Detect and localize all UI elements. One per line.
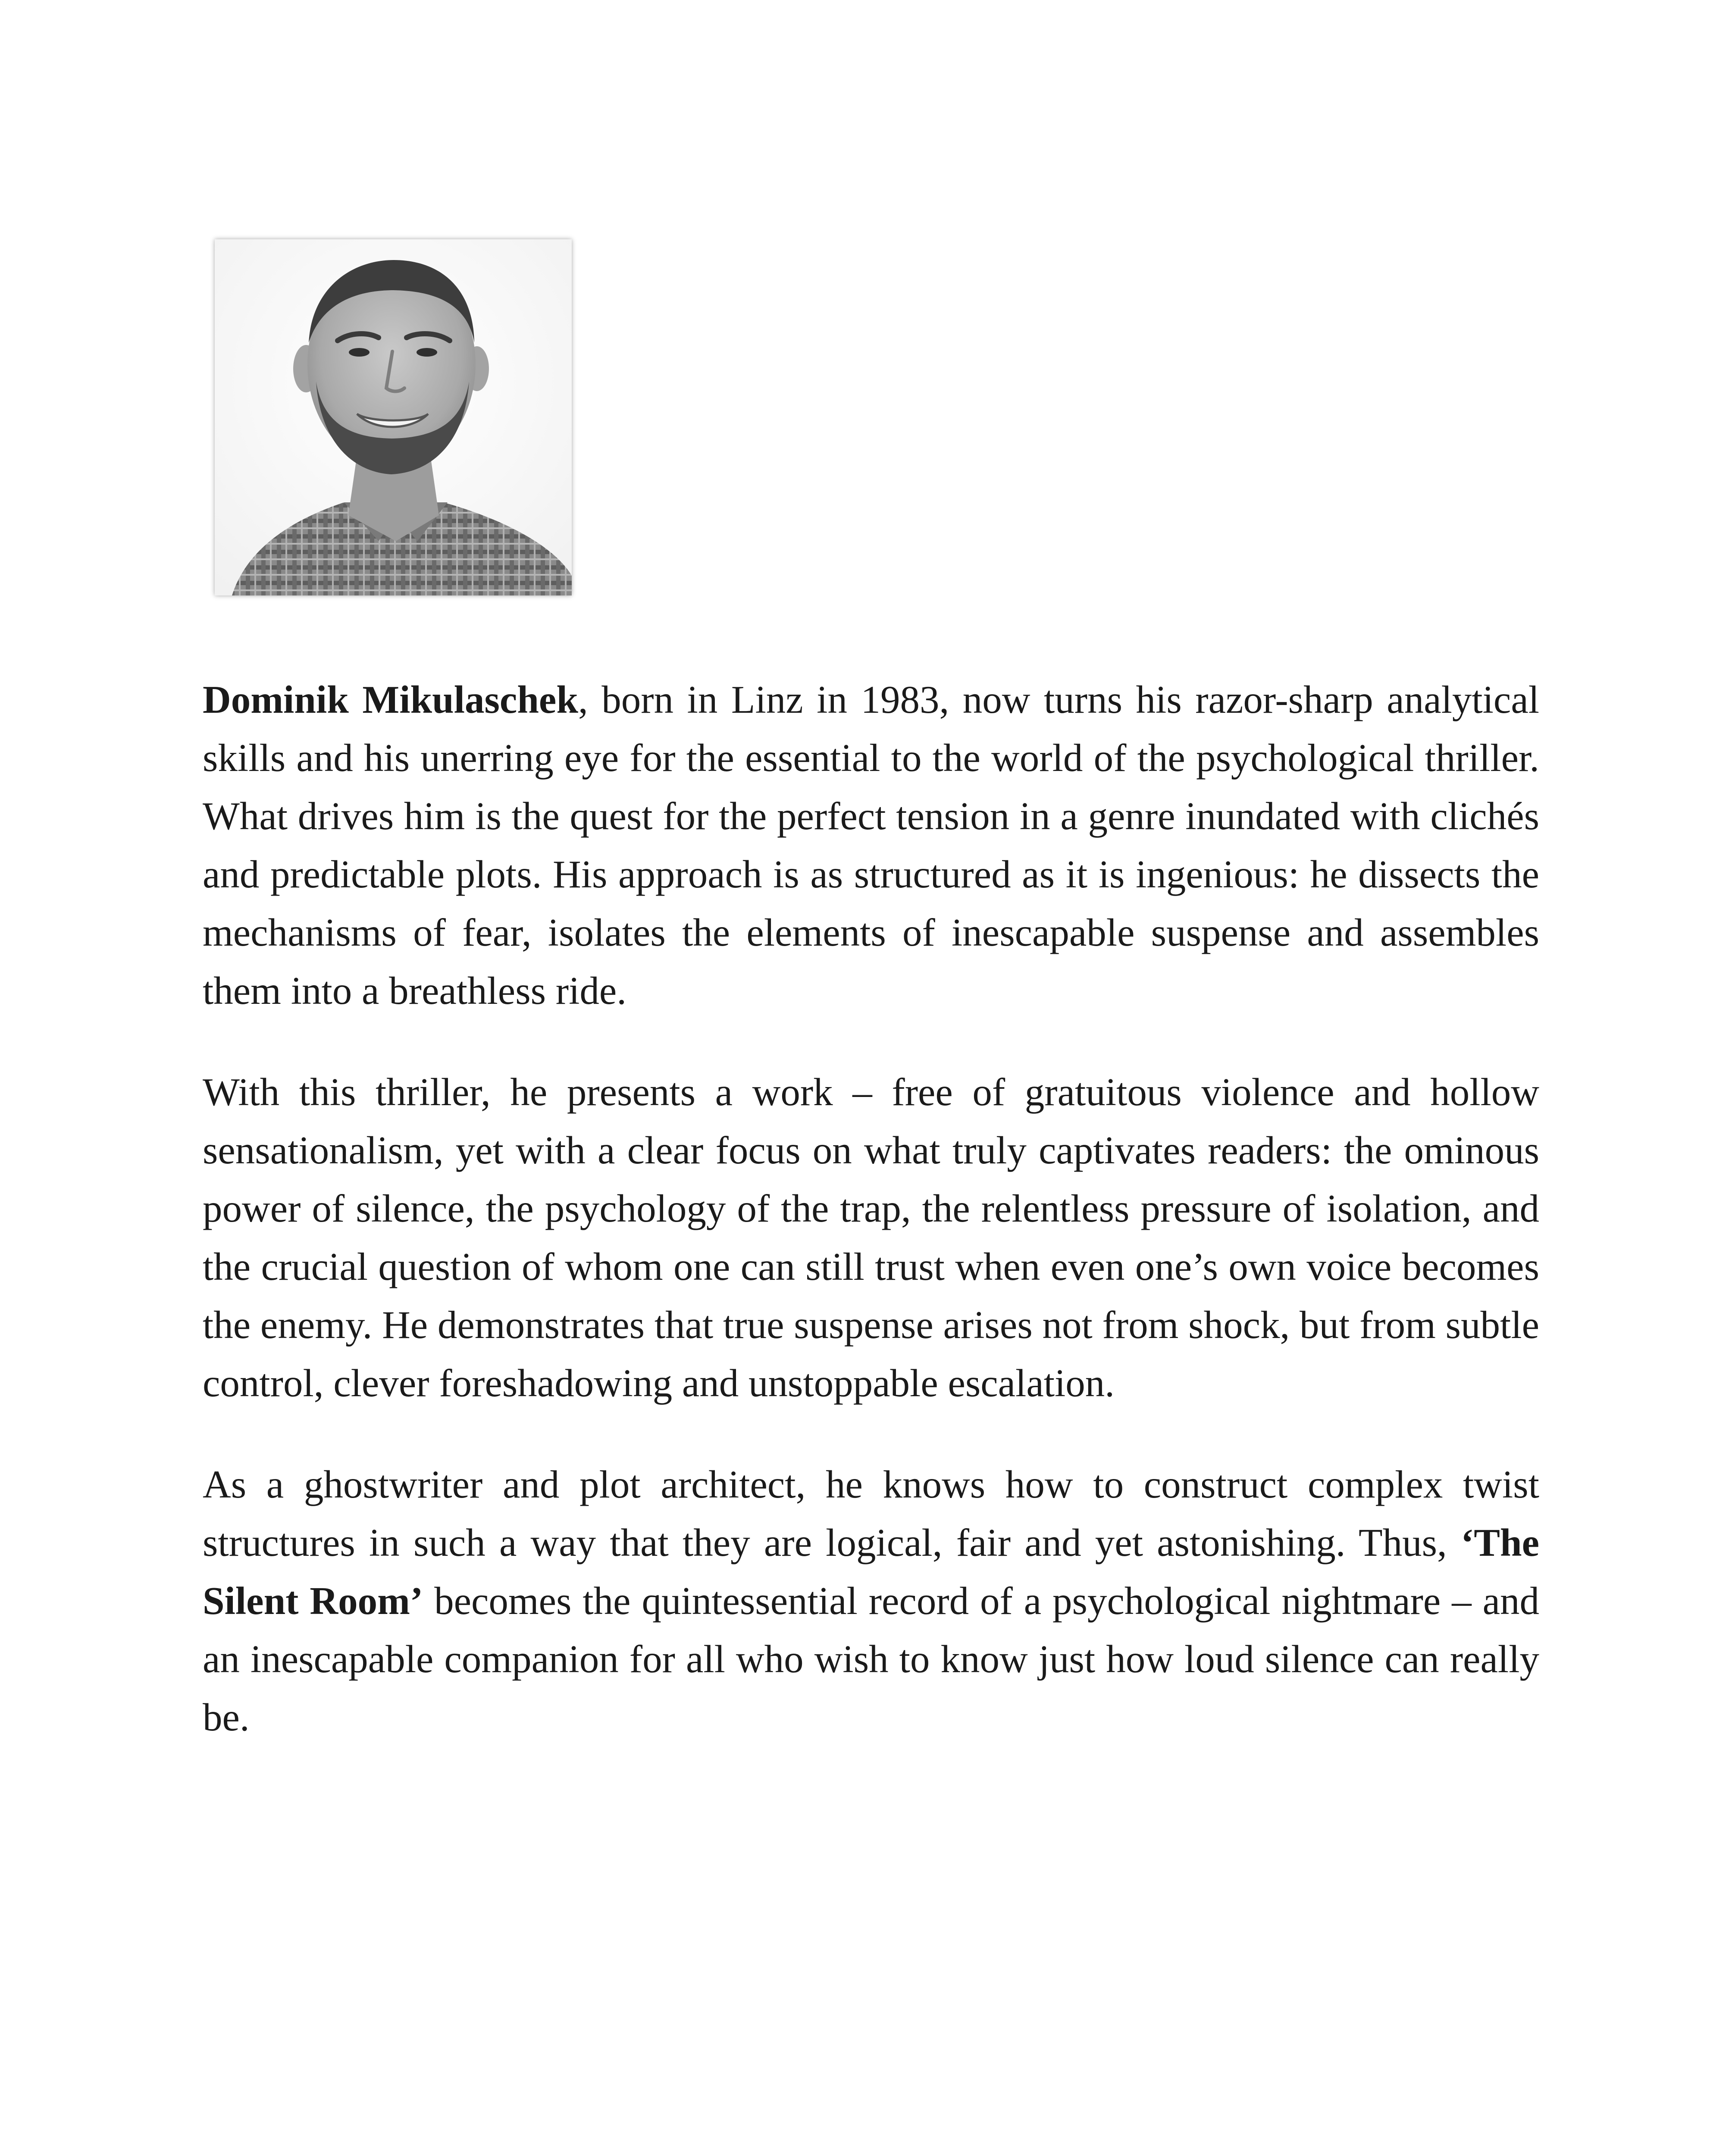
book-title: ‘The Silent Room’ — [203, 1521, 1539, 1623]
bio-paragraph-3-text-a: As a ghostwriter and plot architect, he knows how to construct complex twist structures in such a way that they are logical, fair and yet astonishing. Thus, — [203, 1463, 1539, 1564]
bio-paragraph-1 — [203, 671, 1539, 1020]
author-name: Dominik Mikulaschek — [203, 678, 578, 721]
author-bio — [203, 671, 1539, 1789]
author-portrait-icon — [215, 239, 572, 595]
bio-paragraph-1-text: , born in Linz in 1983, now turns his razor-sharp analytical skills and his unerring eye for the essential to the world of the psychological thriller. What drives him is the quest for the perfect tension in a genre inundated with clichés and predictable plots. His approach is as structured as it is ingenious: he dissects the mechanisms of fear, isolates the elements of inescapable suspense and assembles them into a breathless ride. — [203, 678, 1539, 1012]
bio-paragraph-3-text-b: becomes the quintessential record of a psychological nightmare – and an inescapable companion for all who wish to know just how loud silence can really be. — [203, 1579, 1539, 1739]
bio-paragraph-3 — [203, 1455, 1539, 1746]
bio-paragraph-2: With this thriller, he presents a work – free of gratuitous violence and hollow sensationalism, yet with a clear focus on what truly captivates readers: the ominous power of silence, the psychology of the trap, the relentless pressure of isolation, and the crucial question of whom one can still trust when even one’s own voice becomes the enemy. He demonstrates that true suspense arises not from shock, but from subtle control, clever foreshadowing and unstoppable escalation. — [203, 1070, 1539, 1405]
author-photo — [215, 239, 572, 595]
